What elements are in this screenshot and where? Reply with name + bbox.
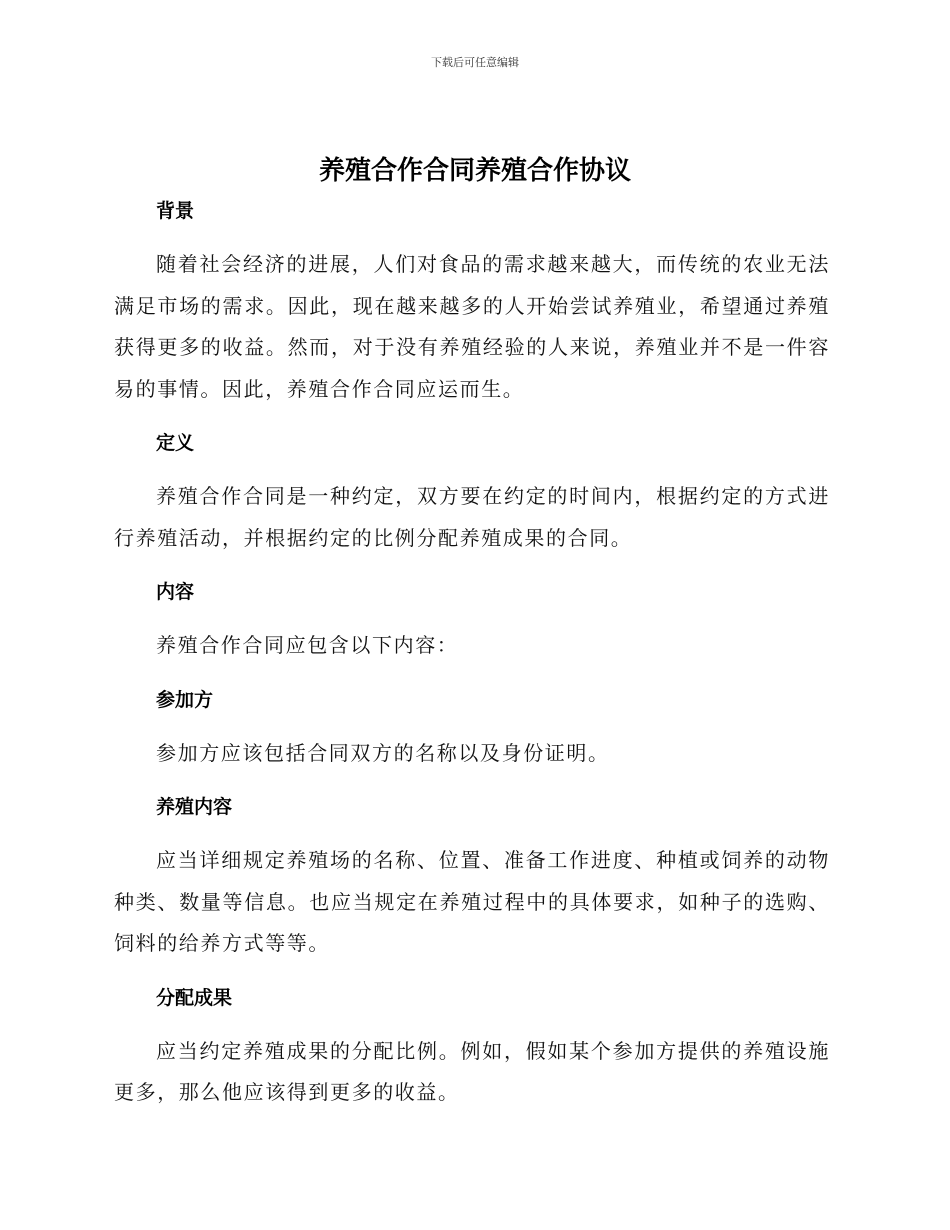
document-body	[114, 190, 830, 1114]
document-title: 养殖合作合同养殖合作协议	[318, 156, 631, 186]
section-heading-background: 背景	[156, 200, 195, 222]
section-heading-distribution: 分配成果	[156, 986, 233, 1009]
section-paragraph-content: 养殖合作合同应包含以下内容：	[156, 633, 459, 657]
section-paragraph-definition: 养殖合作合同是一种约定，双方要在约定的时间内，根据约定的方式进行养殖活动，并根据约定的比例分配养殖成果的合同。	[114, 484, 830, 550]
section-paragraph-breeding-content: 应当详细规定养殖场的名称、位置、准备工作进度、种植或饲养的动物种类、数量等信息。也应当规定在养殖过程中的具体要求，如种子的选购、饲料的给养方式等等。	[114, 848, 830, 955]
page-header-note: 下载后可任意编辑	[431, 56, 519, 69]
section-heading-breeding-content: 养殖内容	[156, 796, 233, 818]
section-heading-definition: 定义	[156, 432, 195, 454]
section-paragraph-parties: 参加方应该包括合同双方的名称以及身份证明。	[156, 740, 610, 765]
section-heading-content: 内容	[156, 581, 195, 603]
section-heading-parties: 参加方	[156, 688, 214, 711]
section-paragraph-background: 随着社会经济的进展，人们对食品的需求越来越大，而传统的农业无法满足市场的需求。因此，现在越来越多的人开始尝试养殖业，希望通过养殖获得更多的收益。然而，对于没有养殖经验的人来说，养殖业并不是一件容易的事情。因此，养殖合作合同应运而生。	[114, 252, 830, 401]
section-paragraph-distribution: 应当约定养殖成果的分配比例。例如，假如某个参加方提供的养殖设施更多，那么他应该得到更多的收益。	[114, 1038, 830, 1104]
